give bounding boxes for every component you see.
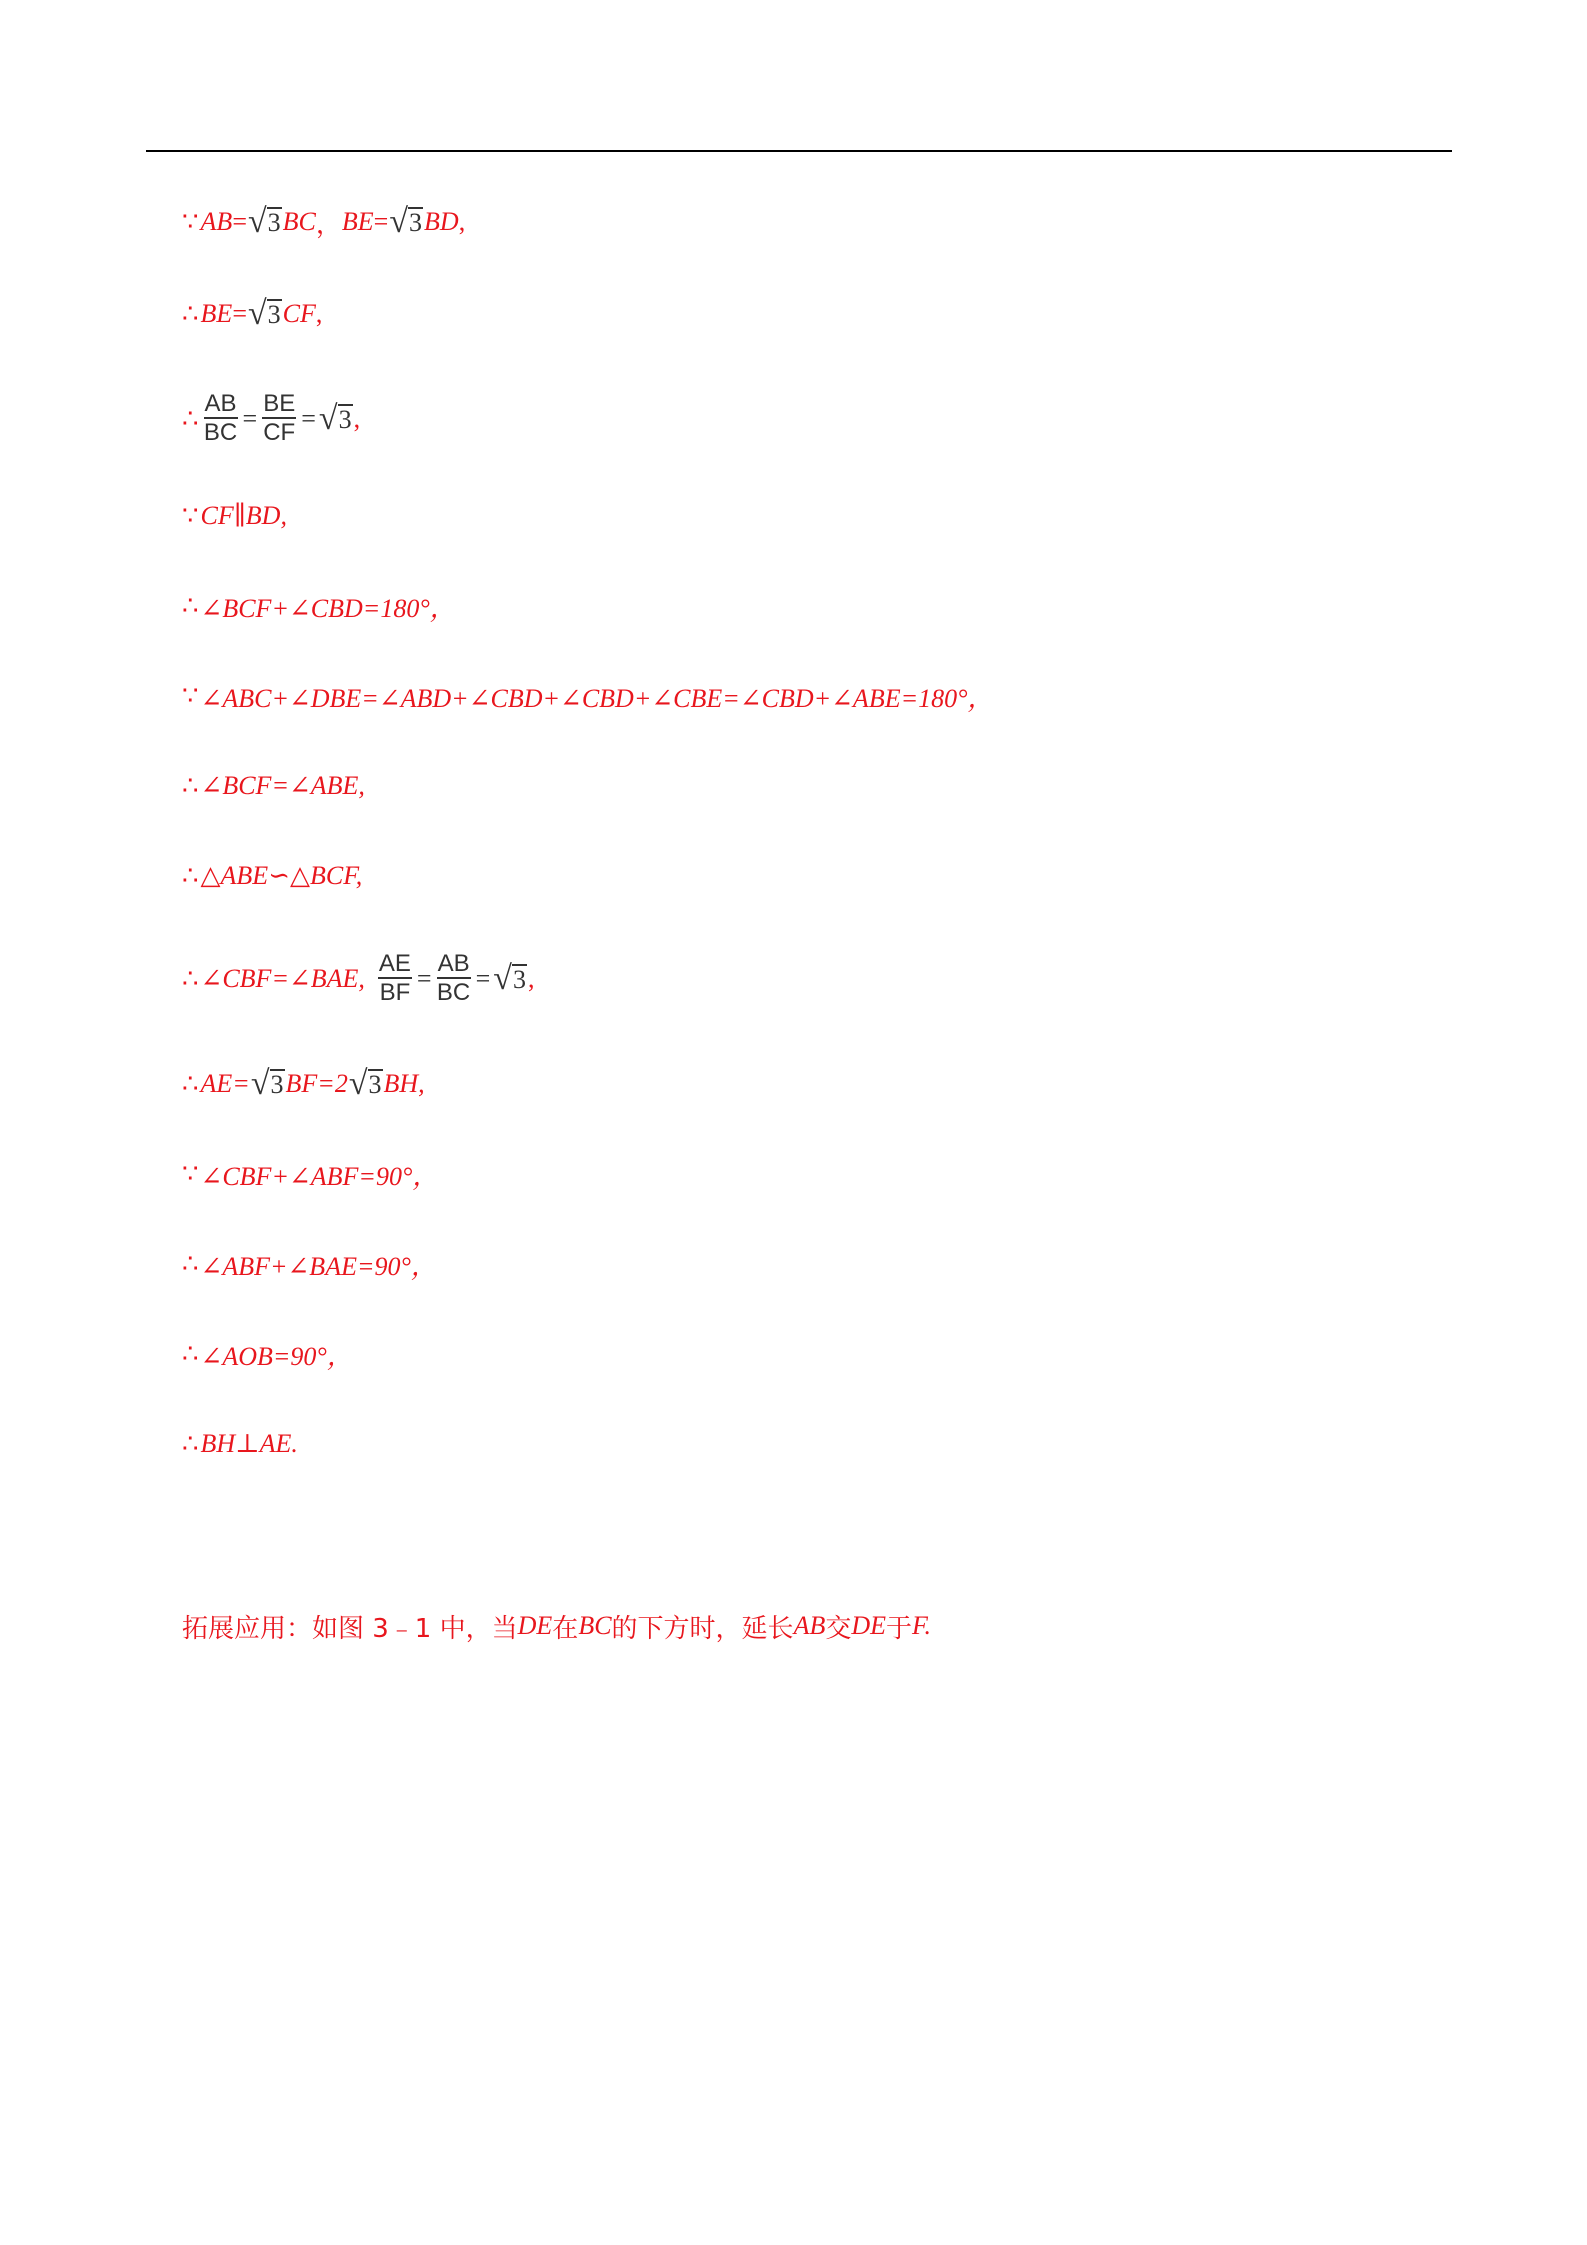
therefore-symbol: ∴: [182, 1249, 199, 1278]
segment-bc: BC: [578, 1611, 612, 1640]
segment-bc: BC: [282, 207, 316, 236]
sqrt-3: √ 3: [247, 203, 281, 240]
extension-text: 拓展应用：如图 3﹣1 中，当: [182, 1613, 518, 1644]
fraction-ab-bc: $\frac{AB}{BC}$: [436, 950, 471, 1006]
equals-sign: =: [242, 404, 258, 433]
sqrt-3: √ 3: [348, 1065, 382, 1102]
sqrt-3: √ 3: [493, 960, 526, 997]
statement-text: AE=: [200, 1069, 250, 1098]
statement-text: ∠CBF+∠ABF=90°，: [200, 1161, 439, 1191]
equals-sign: =: [301, 404, 316, 433]
equals-sign: =: [232, 299, 247, 328]
extension-text: 交: [825, 1613, 852, 1644]
fraction-be-cf: $\frac{BE}{CF}$: [263, 390, 296, 446]
statement-text: △ABE∽△BCF,: [200, 861, 363, 890]
therefore-symbol: ∴: [182, 299, 199, 328]
extension-text: 在: [552, 1613, 579, 1644]
equals-sign: =: [232, 207, 247, 236]
statement-text: BH,: [383, 1069, 425, 1098]
statement-text: BF=2: [285, 1069, 348, 1098]
equals-sign: =: [416, 964, 432, 993]
sqrt-3: √ 3: [250, 1065, 284, 1102]
proof-line-13: [182, 1324, 353, 1384]
proof-line-4: [182, 486, 287, 546]
segment-be: BE: [200, 299, 233, 328]
equals-sign: =: [475, 964, 491, 993]
proof-line-6: [182, 666, 994, 726]
proof-line-1: [182, 192, 465, 252]
proof-line-2: [182, 284, 322, 344]
equals-sign: =: [373, 207, 389, 236]
sqrt-3: √ 3: [247, 295, 281, 332]
segment-cf: CF: [282, 299, 316, 328]
proof-line-12: [182, 1234, 437, 1294]
because-symbol: ∵: [182, 1159, 199, 1188]
point-f: F.: [912, 1611, 932, 1640]
proof-line-10: [182, 1054, 425, 1114]
statement-text: ∠ABC+∠DBE=∠ABD+∠CBD+∠CBD+∠CBE=∠CBD+∠ABE=180°，: [200, 683, 994, 713]
statement-text: BH⊥AE.: [200, 1429, 298, 1458]
segment-de: DE: [851, 1611, 887, 1640]
therefore-symbol: ∴: [182, 771, 199, 800]
statement-text: ∠BCF=∠ABE,: [200, 771, 365, 800]
proof-line-3: [182, 384, 360, 454]
because-symbol: ∵: [182, 681, 199, 710]
comma: ,: [527, 964, 535, 993]
therefore-symbol: ∴: [182, 861, 199, 890]
segment-ab: AB: [793, 1611, 826, 1640]
extension-paragraph: [182, 1596, 931, 1656]
extension-text: 的下方时，延长: [611, 1613, 794, 1644]
proof-line-5: [182, 576, 456, 636]
header-rule: [146, 150, 1452, 152]
proof-line-7: [182, 756, 365, 816]
statement-text: ∠CBF=∠BAE,: [200, 964, 365, 993]
statement-text: ∠BCF+∠CBD=180°，: [200, 593, 456, 623]
segment-be: BE: [341, 207, 374, 236]
therefore-symbol: ∴: [182, 964, 199, 993]
statement-text: ∠ABF+∠BAE=90°，: [200, 1251, 437, 1281]
therefore-symbol: ∴: [182, 404, 199, 433]
fraction-ab-bc: $\frac{AB}{BC}$: [203, 390, 238, 446]
comma: ,: [315, 299, 323, 328]
extension-text: 于: [886, 1613, 913, 1644]
proof-line-8: [182, 846, 362, 906]
statement-text: CF∥BD,: [200, 501, 287, 530]
separator: ，: [315, 209, 342, 239]
comma: ,: [353, 404, 361, 433]
proof-line-9: [182, 944, 534, 1014]
sqrt-3: √ 3: [389, 203, 423, 240]
fraction-ae-bf: $\frac{AE}{BF}$: [378, 950, 411, 1006]
comma: ,: [458, 207, 466, 236]
because-symbol: ∵: [182, 501, 199, 530]
therefore-symbol: ∴: [182, 1339, 199, 1368]
segment-bd: BD: [424, 207, 459, 236]
because-symbol: ∵: [182, 207, 199, 236]
therefore-symbol: ∴: [182, 591, 199, 620]
therefore-symbol: ∴: [182, 1069, 199, 1098]
proof-line-11: [182, 1144, 438, 1204]
sqrt-3: √ 3: [318, 400, 352, 437]
statement-text: ∠AOB=90°，: [200, 1341, 353, 1371]
segment-de: DE: [517, 1611, 553, 1640]
therefore-symbol: ∴: [182, 1429, 199, 1458]
segment-ab: AB: [200, 207, 233, 236]
proof-line-14: [182, 1414, 298, 1474]
